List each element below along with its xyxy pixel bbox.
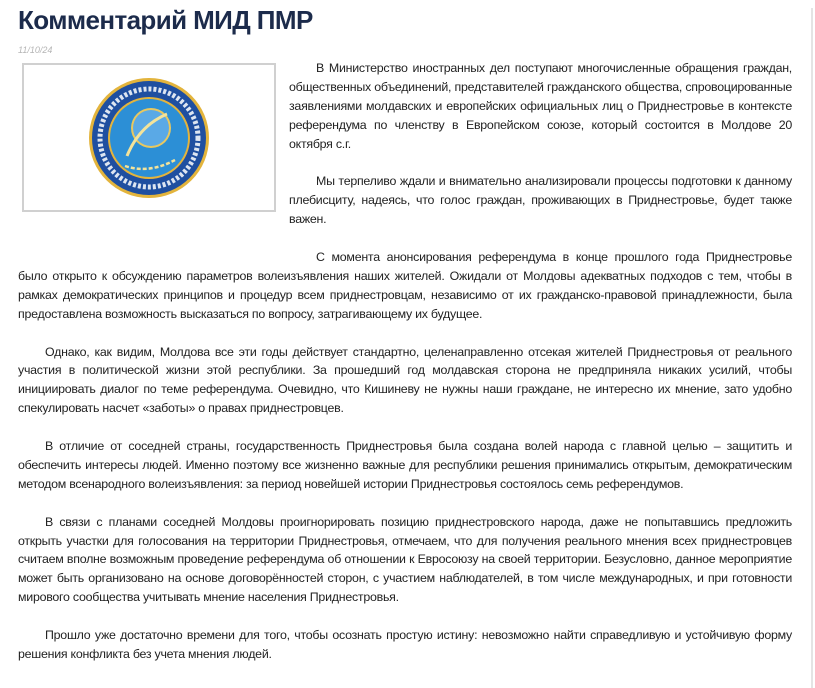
article-paragraph: Прошло уже достаточно времени для того, чтобы осознать простую истину: невозможно найти справедливую и устойчивую форму решения конфликта без учета мнения людей. — [18, 628, 792, 661]
article-paragraph: Однако, как видим, Молдова все эти годы действует стандартно, целенаправленно отсекая жителей Приднестровья от реального участия в политической жизни этой республики. За прошедший год молдавская сторона не предприняла никаких усилий, чтобы инициировать диалог по теме референдума. Очевидно, что Кишиневу не нужны наши граждане, не интересно их мнение, зато удобно спекулировать насчет «заботы» о правах приднестровцев. — [18, 344, 792, 416]
article-paragraph: В Министерство иностранных дел поступают многочисленные обращения граждан, общественных объединений, представителей гражданского общества, спровоцированные заявлениями молдавских и европейских официальных лиц о Приднестровье в контексте референдума по членству в Европейском союзе, который состоится в Молдове 20 октября с.г. — [289, 61, 792, 151]
article-paragraph: В отличие от соседней страны, государственность Приднестровья была создана волей народа с главной целью – защитить и обеспечить интересы людей. Именно поэтому все жизненно важные для республики решения принимались открытым, демократическим методом всенародного волеизъявления: за период новейшей истории Приднестровья состоялось семь референдумов. — [18, 439, 792, 491]
article-paragraph: В связи с планами соседней Молдовы проигнорировать позицию приднестровского народа, даже не попытавшись предложить открыть участки для голосования на территории Приднестровья, отмечаем, что для получения реального мнения всех приднестровцев считаем вполне возможным проведение референдума об отношении к Евросоюзу на своей территории. Безусловно, данное мероприятие может быть организовано на основе договорённостей сторон, с участием наблюдателей, в том числе международных, и при готовности мирового сообщества учитывать мнение населения Приднестровья. — [18, 514, 792, 605]
publish-date: 11/10/24 — [18, 45, 53, 55]
article-body — [18, 0, 792, 664]
article-paragraph: Мы терпеливо ждали и внимательно анализировали процессы подготовки к данному плебисциту, надеясь, что голос граждан, проживающих в Приднестровье, будет также важен. — [289, 174, 792, 227]
page-border — [811, 8, 813, 688]
page-title: Комментарий МИД ПМР — [18, 5, 313, 35]
article-paragraph: С момента анонсирования референдума в конце прошлого года Приднестровье было открыто к обсуждению параметров волеизъявления наших жителей. Ожидали от Молдовы адекватных подходов с тем, чтобы в рамках демократических принципов и процедур всем приднестровцам, независимо от их гражданско-правовой принадлежности, была предоставлена возможность высказаться по вопросу, затрагивающему их будущее. — [18, 250, 792, 321]
